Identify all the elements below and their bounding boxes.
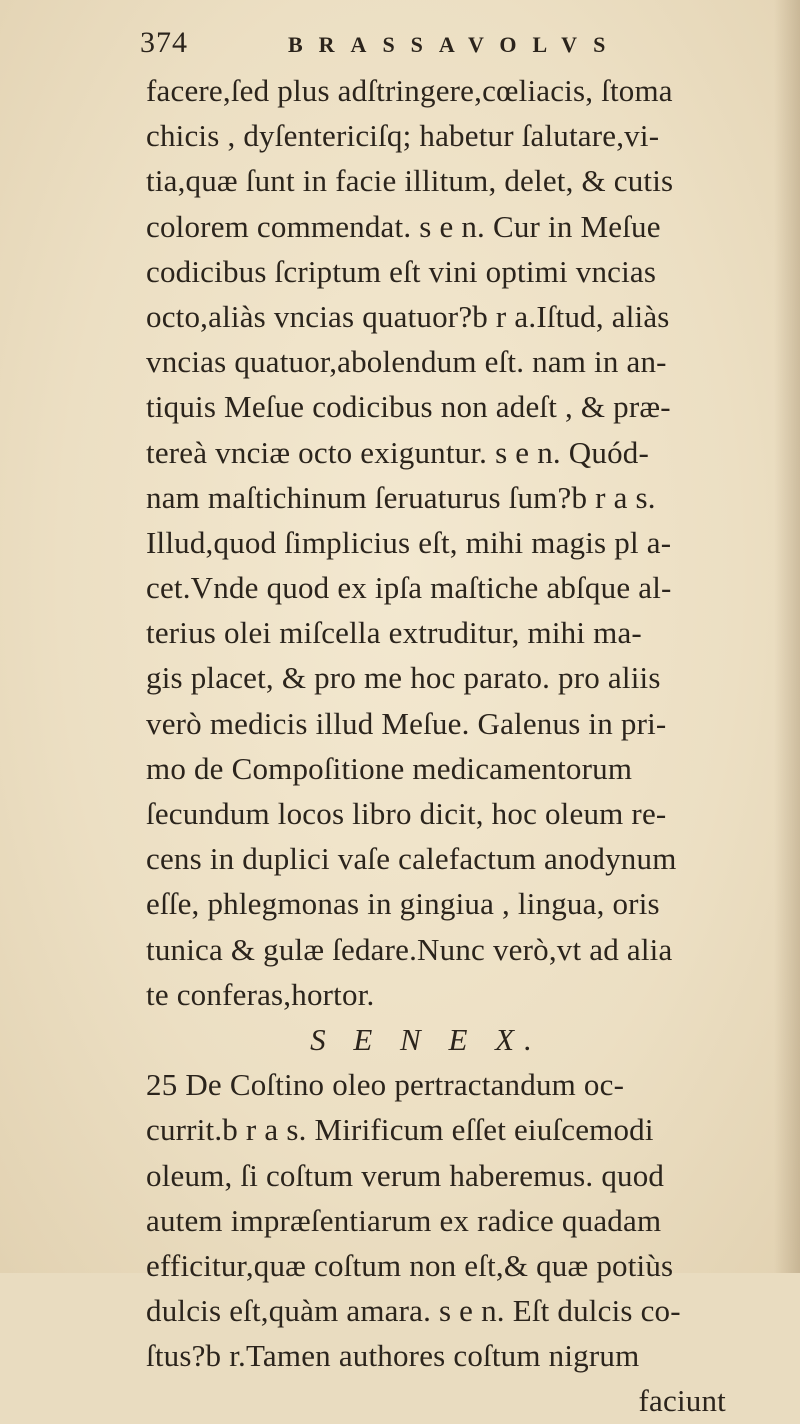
text-line: currit.b r a s. Mirificum eſſet eiuſcemodi bbox=[146, 1112, 654, 1148]
running-head: BRASSAVOLVS bbox=[288, 32, 622, 57]
text-line: mo de Compoſitione medicamentorum bbox=[146, 750, 633, 786]
text-line: cens in duplici vaſe calefactum anodynum bbox=[146, 841, 677, 877]
text-line: oleum, ſi coſtum verum haberemus. quod bbox=[146, 1157, 665, 1193]
text-line: autem impræſentiarum ex radice quadam bbox=[146, 1202, 662, 1238]
text-line: te conferas,hortor. bbox=[146, 976, 375, 1012]
text-line: vncias quatuor,abolendum eſt. nam in an- bbox=[146, 344, 667, 380]
page-edge-shadow bbox=[774, 0, 800, 1273]
text-line: terius olei miſcella extruditur, mihi ma- bbox=[146, 615, 642, 651]
text-line: dulcis eſt,quàm amara. s e n. Eſt dulcis co- bbox=[146, 1293, 681, 1329]
text-line: tereà vnciæ octo exiguntur. s e n. Quód- bbox=[146, 434, 650, 470]
text-line: nam maſtichinum ſeruaturus ſum?b r a s. bbox=[146, 479, 656, 515]
text-line: gis placet, & pro me hoc parato. pro aliis bbox=[146, 660, 661, 696]
text-line: tunica & gulæ ſedare.Nunc verò,vt ad alia bbox=[146, 931, 673, 967]
text-line: cet.Vnde quod ex ipſa maſtiche abſque al- bbox=[146, 570, 672, 606]
text-line: Illud,quod ſimplicius eſt, mihi magis pl a- bbox=[146, 524, 672, 560]
text-line: octo,aliàs vncias quatuor?b r a.Iſtud, aliàs bbox=[146, 298, 670, 334]
speaker-heading: S E N E X. bbox=[310, 1021, 542, 1057]
text-line: tia,quæ ſunt in facie illitum, delet, & cutis bbox=[146, 163, 674, 199]
text-line: ſecundum locos libro dicit, hoc oleum re- bbox=[146, 796, 667, 831]
text-line: facere,ſed plus adſtringere,cœliacis, ſtoma bbox=[146, 73, 673, 108]
text-line: chicis , dyſentericiſq; habetur ſalutare,vi- bbox=[146, 118, 660, 154]
page-header bbox=[140, 26, 660, 66]
text-line: tiquis Meſue codicibus non adeſt , & præ- bbox=[146, 389, 671, 425]
catchword: faciunt bbox=[638, 1383, 726, 1419]
text-line: ſtus?b r.Tamen authores coſtum nigrum bbox=[146, 1338, 640, 1374]
text-line: codicibus ſcriptum eſt vini optimi vncias bbox=[146, 253, 657, 289]
text-block bbox=[146, 68, 746, 1424]
text-line: verò medicis illud Meſue. Galenus in pri- bbox=[146, 705, 667, 741]
page-number: 374 bbox=[140, 26, 188, 59]
text-line: efficitur,quæ coſtum non eſt,& quæ potiùs bbox=[146, 1247, 674, 1283]
text-line: 25 De Coſtino oleo pertractandum oc- bbox=[146, 1067, 625, 1103]
text-line: colorem commendat. s e n. Cur in Meſue bbox=[146, 208, 661, 244]
text-line: eſſe, phlegmonas in gingiua , lingua, oris bbox=[146, 886, 660, 922]
